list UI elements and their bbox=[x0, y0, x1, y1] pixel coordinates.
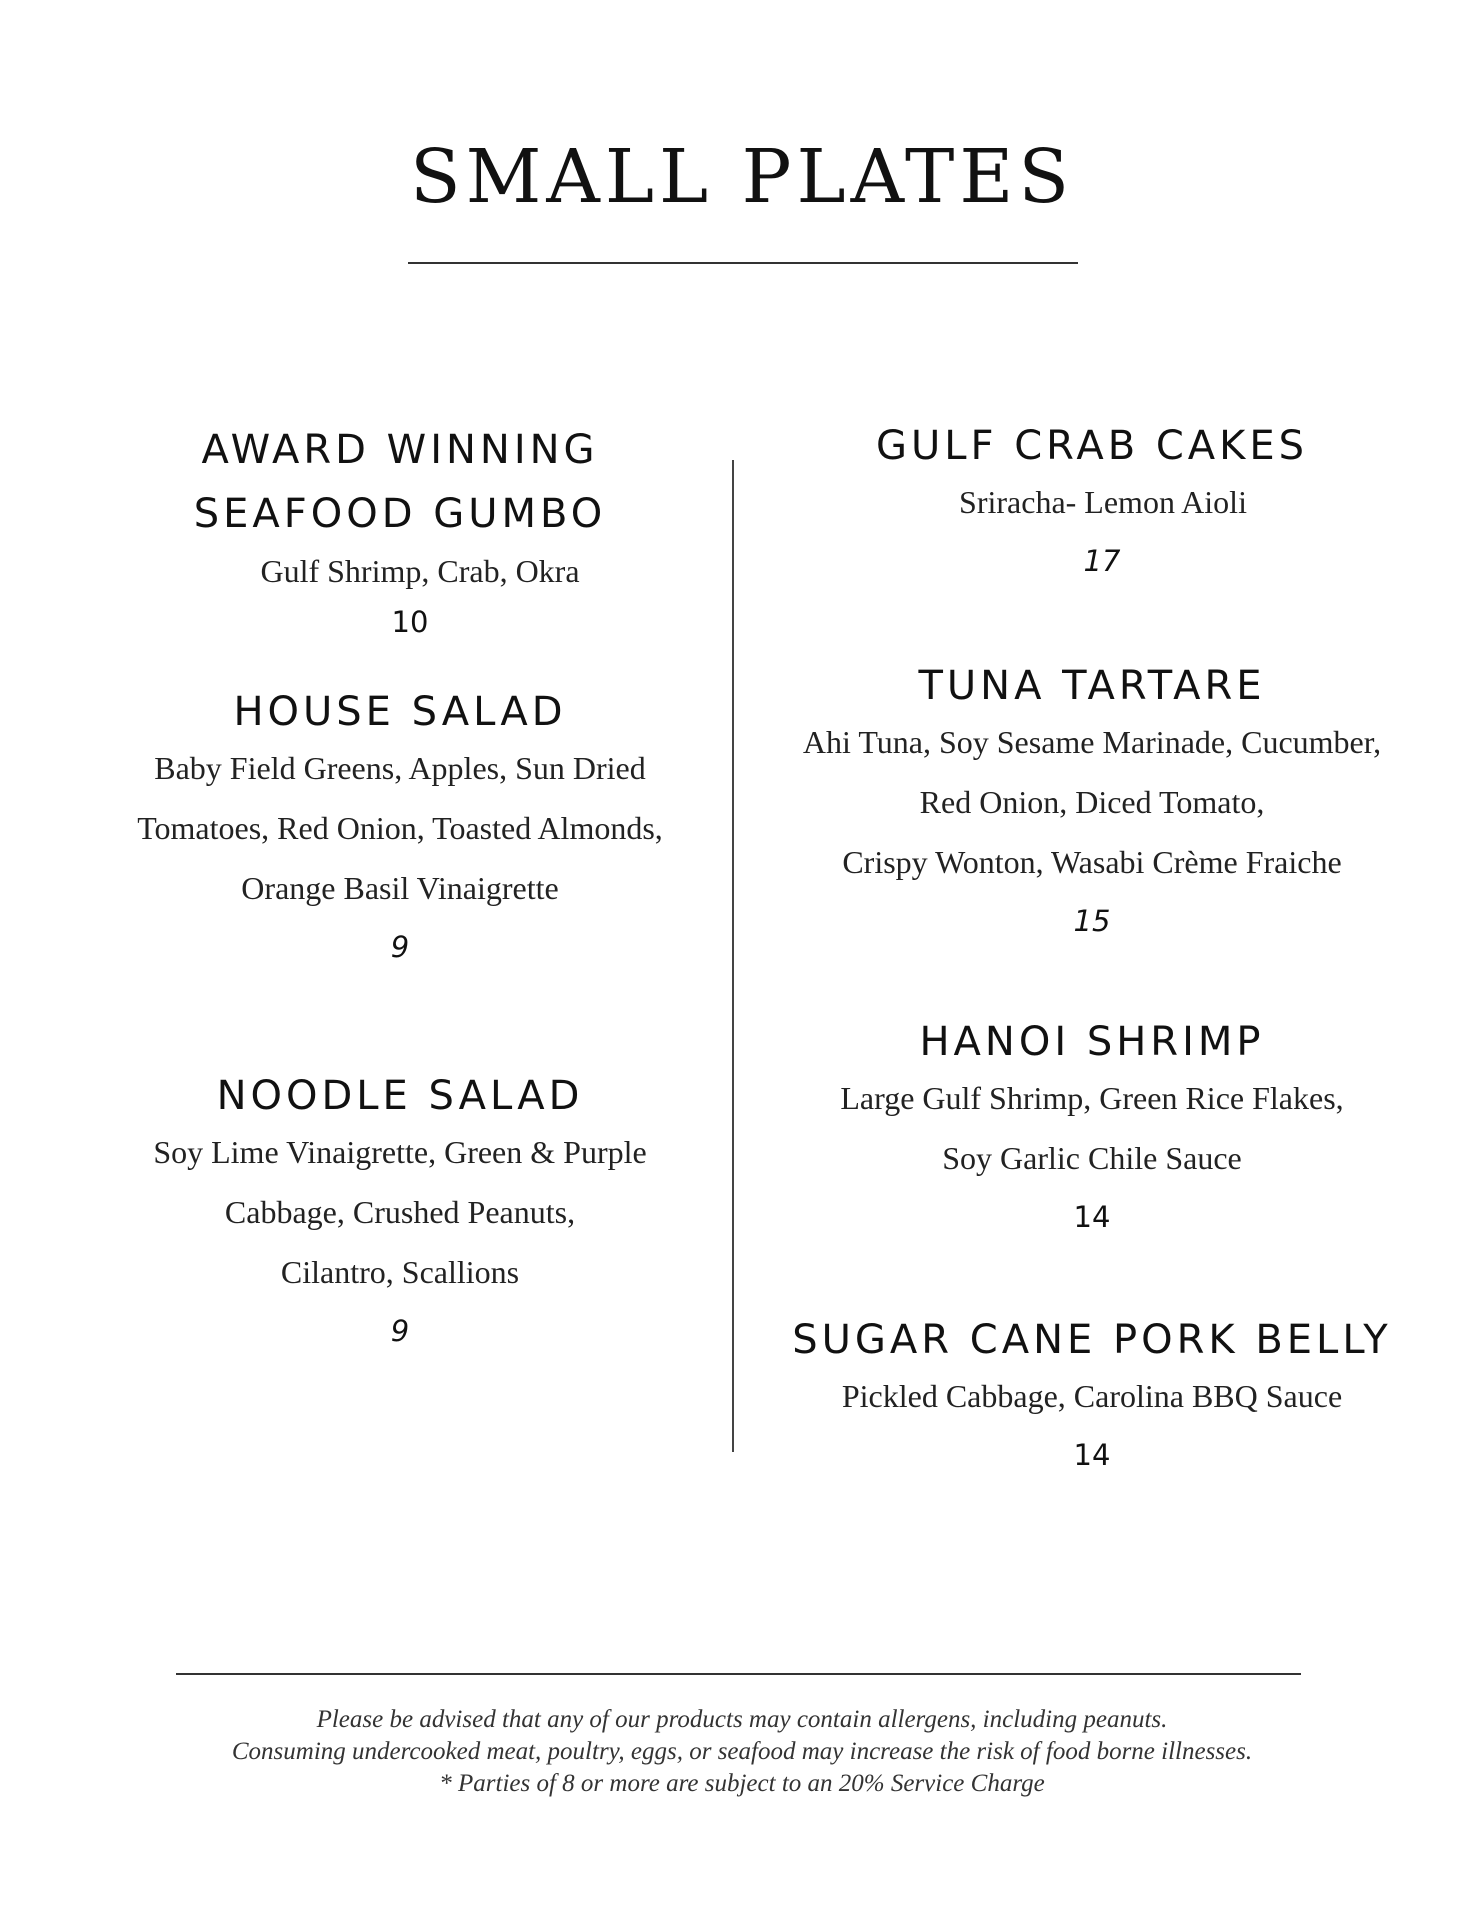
dish-description: Orange Basil Vinaigrette bbox=[241, 870, 559, 906]
dish-price: 15 bbox=[1073, 904, 1111, 938]
dish-description: Cabbage, Crushed Peanuts, bbox=[224, 1194, 576, 1230]
dish-description: Red Onion, Diced Tomato, bbox=[919, 784, 1265, 820]
dish-description: Sriracha- Lemon Aioli bbox=[959, 484, 1247, 520]
menu-item-house-salad bbox=[60, 686, 740, 976]
dish-description: Large Gulf Shrimp, Green Rice Flakes, bbox=[840, 1080, 1344, 1116]
page-title: SMALL PLATES bbox=[409, 134, 1075, 220]
menu-item-gulf-crab-cakes bbox=[752, 420, 1432, 590]
allergen-notice: Please be advised that any of our products may contain allergens, including peanuts. bbox=[316, 1706, 1168, 1733]
dish-name: HOUSE SALAD bbox=[233, 689, 567, 735]
dish-price: 14 bbox=[1073, 1438, 1111, 1472]
dish-description: Gulf Shrimp, Crab, Okra bbox=[260, 553, 580, 589]
dish-price: 9 bbox=[390, 930, 410, 964]
dish-description: Ahi Tuna, Soy Sesame Marinade, Cucumber, bbox=[802, 724, 1382, 760]
dish-price: 10 bbox=[391, 605, 429, 639]
dish-description: Soy Lime Vinaigrette, Green & Purple bbox=[153, 1134, 647, 1170]
menu-item-tuna-tartare bbox=[752, 660, 1432, 950]
dish-name: HANOI SHRIMP bbox=[919, 1019, 1265, 1065]
dish-name: TUNA TARTARE bbox=[918, 663, 1266, 709]
dish-name: SEAFOOD GUMBO bbox=[193, 491, 607, 537]
title-divider bbox=[408, 262, 1078, 264]
service-charge-notice: * Parties of 8 or more are subject to an 20% Service Charge bbox=[439, 1770, 1045, 1797]
footer-disclaimer bbox=[0, 1704, 1484, 1800]
menu-item-hanoi-shrimp bbox=[752, 1016, 1432, 1246]
dish-name: NOODLE SALAD bbox=[216, 1073, 584, 1119]
dish-name: GULF CRAB CAKES bbox=[875, 423, 1309, 469]
dish-price: 14 bbox=[1073, 1200, 1111, 1234]
dish-price: 9 bbox=[390, 1314, 410, 1348]
dish-description: Tomatoes, Red Onion, Toasted Almonds, bbox=[137, 810, 663, 846]
menu-item-noodle-salad bbox=[60, 1070, 740, 1360]
food-safety-notice: Consuming undercooked meat, poultry, eggs, or seafood may increase the risk of food borne illnesses. bbox=[231, 1738, 1253, 1765]
dish-price: 17 bbox=[1083, 544, 1121, 578]
menu-item-sugar-cane-pork-belly bbox=[752, 1314, 1432, 1484]
dish-description: Crispy Wonton, Wasabi Crème Fraiche bbox=[842, 844, 1342, 880]
dish-description: Pickled Cabbage, Carolina BBQ Sauce bbox=[841, 1378, 1343, 1414]
menu-item-seafood-gumbo bbox=[60, 418, 740, 648]
dish-name: AWARD WINNING bbox=[201, 427, 599, 473]
footer-divider bbox=[176, 1673, 1301, 1675]
dish-name: SUGAR CANE PORK BELLY bbox=[792, 1317, 1392, 1363]
dish-description: Soy Garlic Chile Sauce bbox=[942, 1140, 1242, 1176]
dish-description: Cilantro, Scallions bbox=[280, 1254, 520, 1290]
dish-description: Baby Field Greens, Apples, Sun Dried bbox=[154, 750, 646, 786]
